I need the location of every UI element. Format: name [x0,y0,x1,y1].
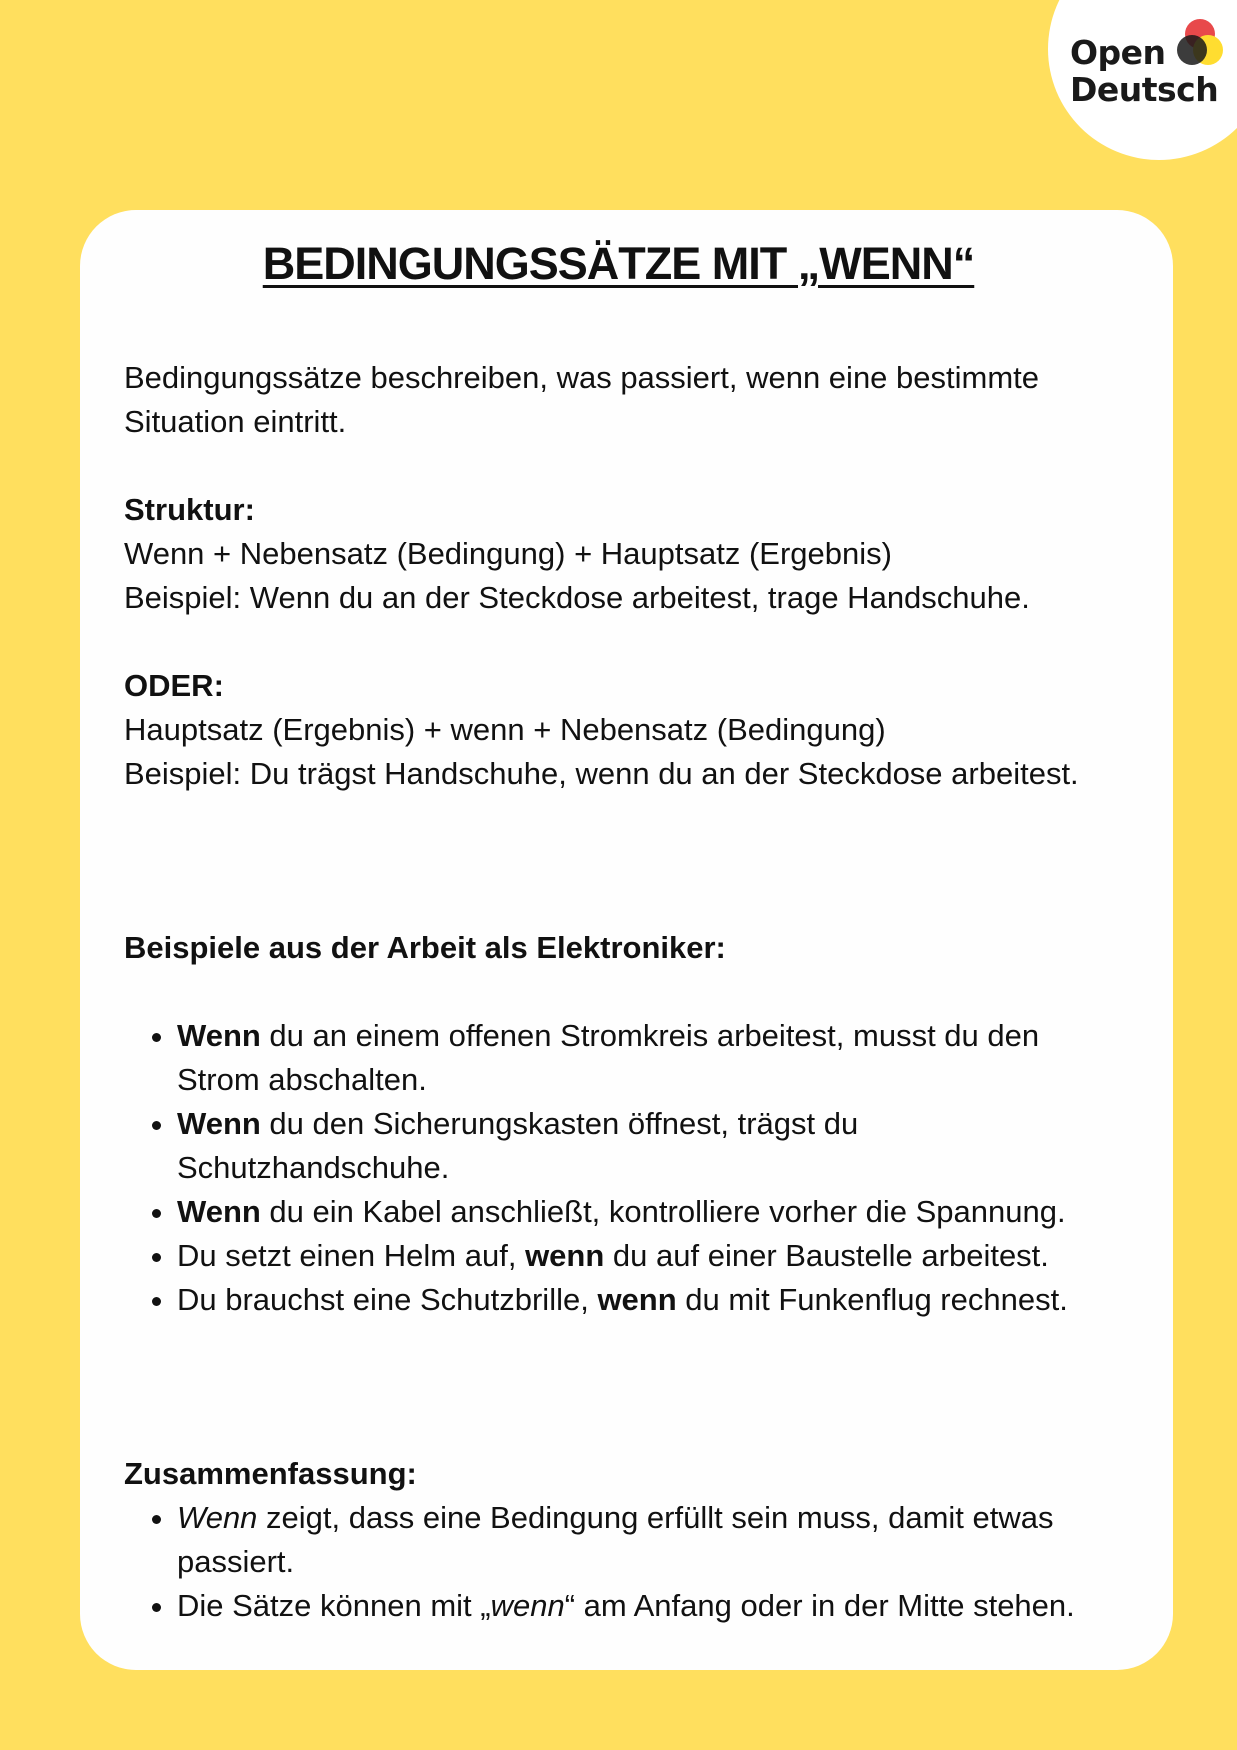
intro-text: Bedingungssätze beschreiben, was passiert, wenn eine bestimmte Situation eintritt. [124,360,1040,439]
page-title: BEDINGUNGSSÄTZE MIT „WENN“ [262,238,975,289]
item-text: Du brauchst eine Schutzbrille, [177,1282,598,1317]
item-text: du an einem offenen Stromkreis arbeitest, musst du den Strom abschalten. [177,1018,1040,1097]
item-keyword: wenn [525,1238,605,1273]
item-text: Du setzt einen Helm auf, [177,1238,526,1273]
alternative-formula: Hauptsatz (Ergebnis) + wenn + Nebensatz (Bedingung) [124,712,886,747]
logo-line-2: Deutsch [1070,70,1219,109]
list-item [177,1014,1124,1102]
examples-heading: Beispiele aus der Arbeit als Elektroniker: [124,930,726,965]
item-keyword: Wenn [177,1018,261,1053]
list-item [177,1278,1124,1322]
alternative-heading: ODER: [124,668,224,703]
list-item [177,1102,1124,1190]
list-item [177,1190,1124,1234]
alternative-example: Beispiel: Du trägst Handschuhe, wenn du an der Steckdose arbeitest. [124,756,1079,791]
list-item [177,1496,1124,1584]
structure-heading: Struktur: [124,492,255,527]
item-keyword: wenn [597,1282,677,1317]
item-keyword: Wenn [177,1194,261,1229]
structure-formula: Wenn + Nebensatz (Bedingung) + Hauptsatz (Ergebnis) [124,536,892,571]
summary-heading: Zusammenfassung: [124,1456,417,1491]
item-text: du ein Kabel anschließt, kontrolliere vorher die Spannung. [260,1194,1066,1229]
examples-list [124,1014,1124,1322]
item-text: du mit Funkenflug rechnest. [676,1282,1068,1317]
list-item [177,1234,1124,1278]
logo [1070,34,1218,108]
content [124,356,1124,1628]
item-text: du auf einer Baustelle arbeitest. [604,1238,1049,1273]
item-text: du den Sicherungskasten öffnest, trägst du Schutzhandschuhe. [177,1106,859,1185]
item-keyword: wenn [490,1588,565,1623]
logo-line-1: Open [1070,33,1166,72]
item-text: “ am Anfang oder in der Mitte stehen. [564,1588,1075,1623]
list-item [177,1584,1124,1628]
item-keyword: Wenn [177,1106,261,1141]
structure-example: Beispiel: Wenn du an der Steckdose arbeitest, trage Handschuhe. [124,580,1030,615]
item-keyword: Wenn [177,1500,258,1535]
item-text: zeigt, dass eine Bedingung erfüllt sein muss, damit etwas passiert. [177,1500,1054,1579]
item-text: Die Sätze können mit „ [177,1588,491,1623]
summary-list [124,1496,1124,1628]
